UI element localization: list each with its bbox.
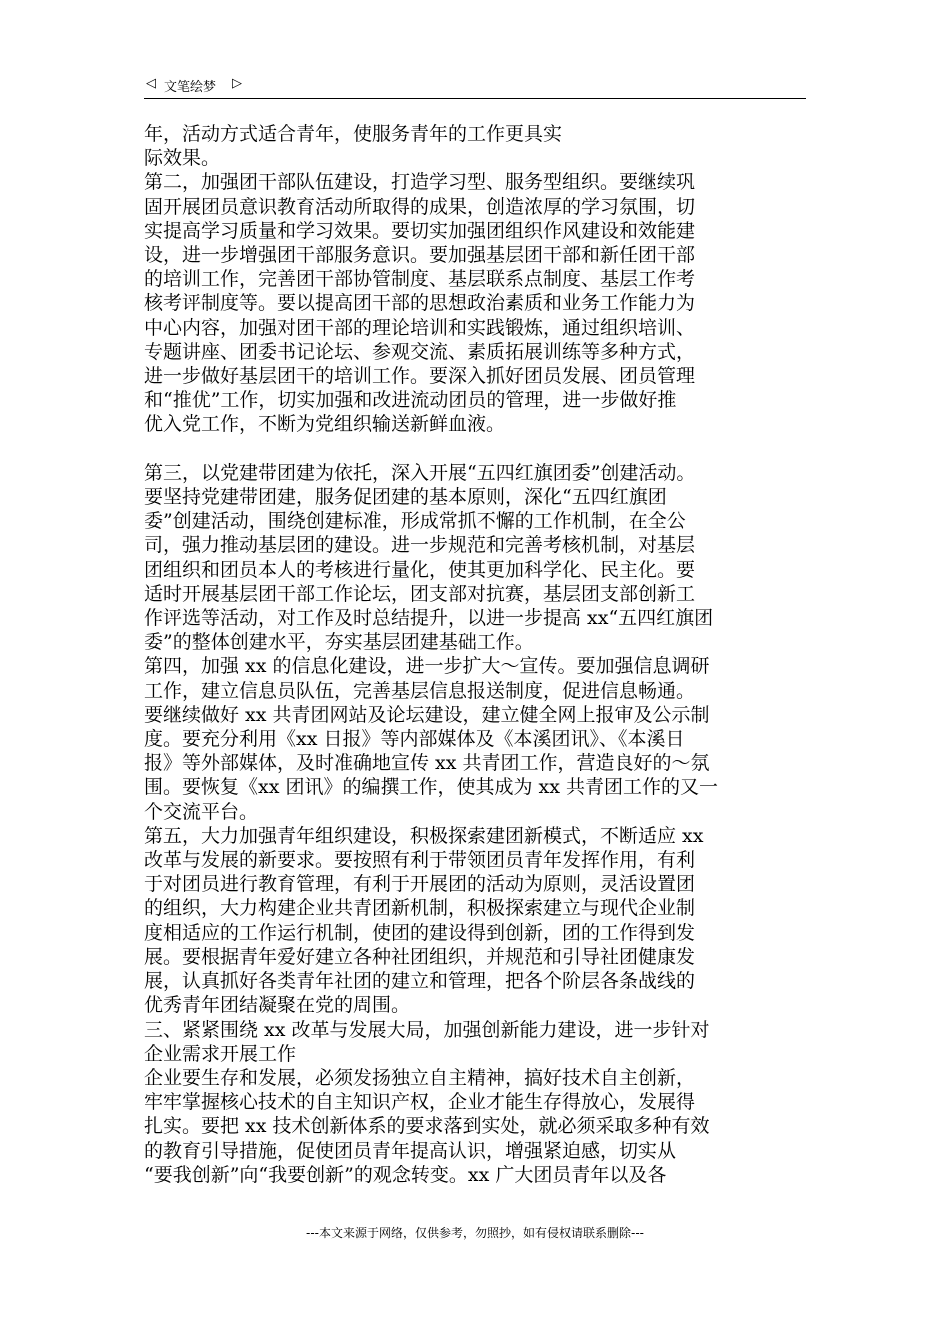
- text-line: “要我创新”向“我要创新”的观念转变。xx 广大团员青年以及各: [144, 1163, 667, 1186]
- text-line: 改革与发展的新要求。要按照有利于带领团员青年发挥作用，有利: [144, 849, 696, 872]
- text-line: 的培训工作，完善团干部协管制度、基层联系点制度、基层工作考: [144, 268, 696, 291]
- right-triangle-icon: ▷: [232, 76, 242, 91]
- text-line: 作评选等活动，对工作及时总结提升，以进一步提高 xx“五四红旗团: [144, 607, 714, 630]
- text-line: 牢牢掌握核心技术的自主知识产权，企业才能生存得放心，发展得: [144, 1091, 696, 1114]
- text-line: 三、紧紧围绕 xx 改革与发展大局，加强创新能力建设，进一步针对: [144, 1018, 710, 1041]
- text-line: 优入党工作，不断为党组织输送新鲜血液。: [144, 413, 506, 436]
- text-line: 核考评制度等。要以提高团干部的思想政治素质和业务工作能力为: [144, 292, 696, 315]
- text-line: 报》等外部媒体，及时准确地宣传 xx 共青团工作，营造良好的～氛: [144, 752, 710, 775]
- text-line: 展。要根据青年爱好建立各种社团组织，并规范和引导社团健康发: [144, 945, 696, 968]
- left-triangle-icon: ◁: [146, 76, 156, 91]
- text-line: 的组织，大力构建企业共青团新机制，积极探索建立与现代企业制: [144, 897, 696, 920]
- page-header: [144, 72, 806, 99]
- text-line: 个交流平台。: [144, 800, 259, 823]
- text-line: 委”创建活动，围绕创建标准，形成常抓不懈的工作机制，在全公: [144, 510, 686, 533]
- text-line: 要坚持党建带团建，服务促团建的基本原则，深化“五四红旗团: [144, 486, 667, 509]
- text-line: 度。要充分利用《xx 日报》等内部媒体及《本溪团讯》、《本溪日: [144, 728, 685, 751]
- text-line: 企业需求开展工作: [144, 1042, 297, 1065]
- text-line: 际效果。: [144, 147, 221, 170]
- text-line: 的教育引导措施，促使团员青年提高认识，增强紧迫感，切实从: [144, 1139, 677, 1162]
- text-line: 第三，以党建带团建为依托，深入开展“五四红旗团委”创建活动。: [144, 461, 696, 484]
- text-line: 中心内容，加强对团干部的理论培训和实践锻炼，通过组织培训、: [144, 316, 696, 339]
- text-line: 实提高学习质量和学习效果。要切实加强团组织作风建设和效能建: [144, 219, 696, 242]
- text-line: 优秀青年团结凝聚在党的周围。: [144, 994, 411, 1017]
- text-line: [144, 437, 808, 461]
- text-line: 展，认真抓好各类青年社团的建立和管理，把各个阶层各条战线的: [144, 970, 696, 993]
- header-brand: 文笔绘梦: [164, 80, 217, 95]
- text-line: 和“推优”工作，切实加强和改进流动团员的管理，进一步做好推: [144, 389, 677, 412]
- text-line: 专题讲座、团委书记论坛、参观交流、素质拓展训练等多种方式，: [144, 340, 696, 363]
- text-line: 年，活动方式适合青年，使服务青年的工作更具实: [144, 123, 563, 145]
- text-line: 工作，建立信息员队伍，完善基层信息报送制度，促进信息畅通。: [144, 679, 696, 702]
- text-line: 企业要生存和发展，必须发扬独立自主精神，搞好技术自主创新，: [144, 1066, 696, 1089]
- text-line: 委”的整体创建水平，夯实基层团建基础工作。: [144, 631, 534, 654]
- text-line: 扎实。要把 xx 技术创新体系的要求落到实处，就必须采取多种有效: [144, 1115, 710, 1138]
- text-line: 进一步做好基层团干的培训工作。要深入抓好团员发展、团员管理: [144, 365, 696, 388]
- text-line: 第四，加强 xx 的信息化建设，进一步扩大～宣传。要加强信息调研: [144, 655, 710, 678]
- page-footer: ---本文来源于网络，仅供参考，勿照抄，如有侵权请联系删除---: [306, 1226, 644, 1240]
- text-line: 于对团员进行教育管理，有利于开展团的活动为原则，灵活设置团: [144, 873, 696, 896]
- text-line: 度相适应的工作运行机制，使团的建设得到创新，团的工作得到发: [144, 921, 696, 944]
- text-line: 第五，大力加强青年组织建设，积极探索建团新模式，不断适应 xx: [144, 824, 704, 847]
- text-line: 围。要恢复《xx 团讯》的编撰工作，使其成为 xx 共青团工作的又一: [144, 776, 718, 799]
- text-line: 司，强力推动基层团的建设。进一步规范和完善考核机制，对基层: [144, 534, 696, 557]
- document-body: [144, 122, 808, 1187]
- text-line: 第二，加强团干部队伍建设，打造学习型、服务型组织。要继续巩: [144, 171, 696, 194]
- text-line: 设，进一步增强团干部服务意识。要加强基层团干部和新任团干部: [144, 244, 696, 267]
- text-line: 要继续做好 xx 共青团网站及论坛建设，建立健全网上报审及公示制: [144, 703, 710, 726]
- text-line: 固开展团员意识教育活动所取得的成果，创造浓厚的学习氛围，切: [144, 195, 696, 218]
- text-line: 团组织和团员本人的考核进行量化，使其更加科学化、民主化。要: [144, 558, 696, 581]
- text-line: 适时开展基层团干部工作论坛，团支部对抗赛，基层团支部创新工: [144, 582, 696, 605]
